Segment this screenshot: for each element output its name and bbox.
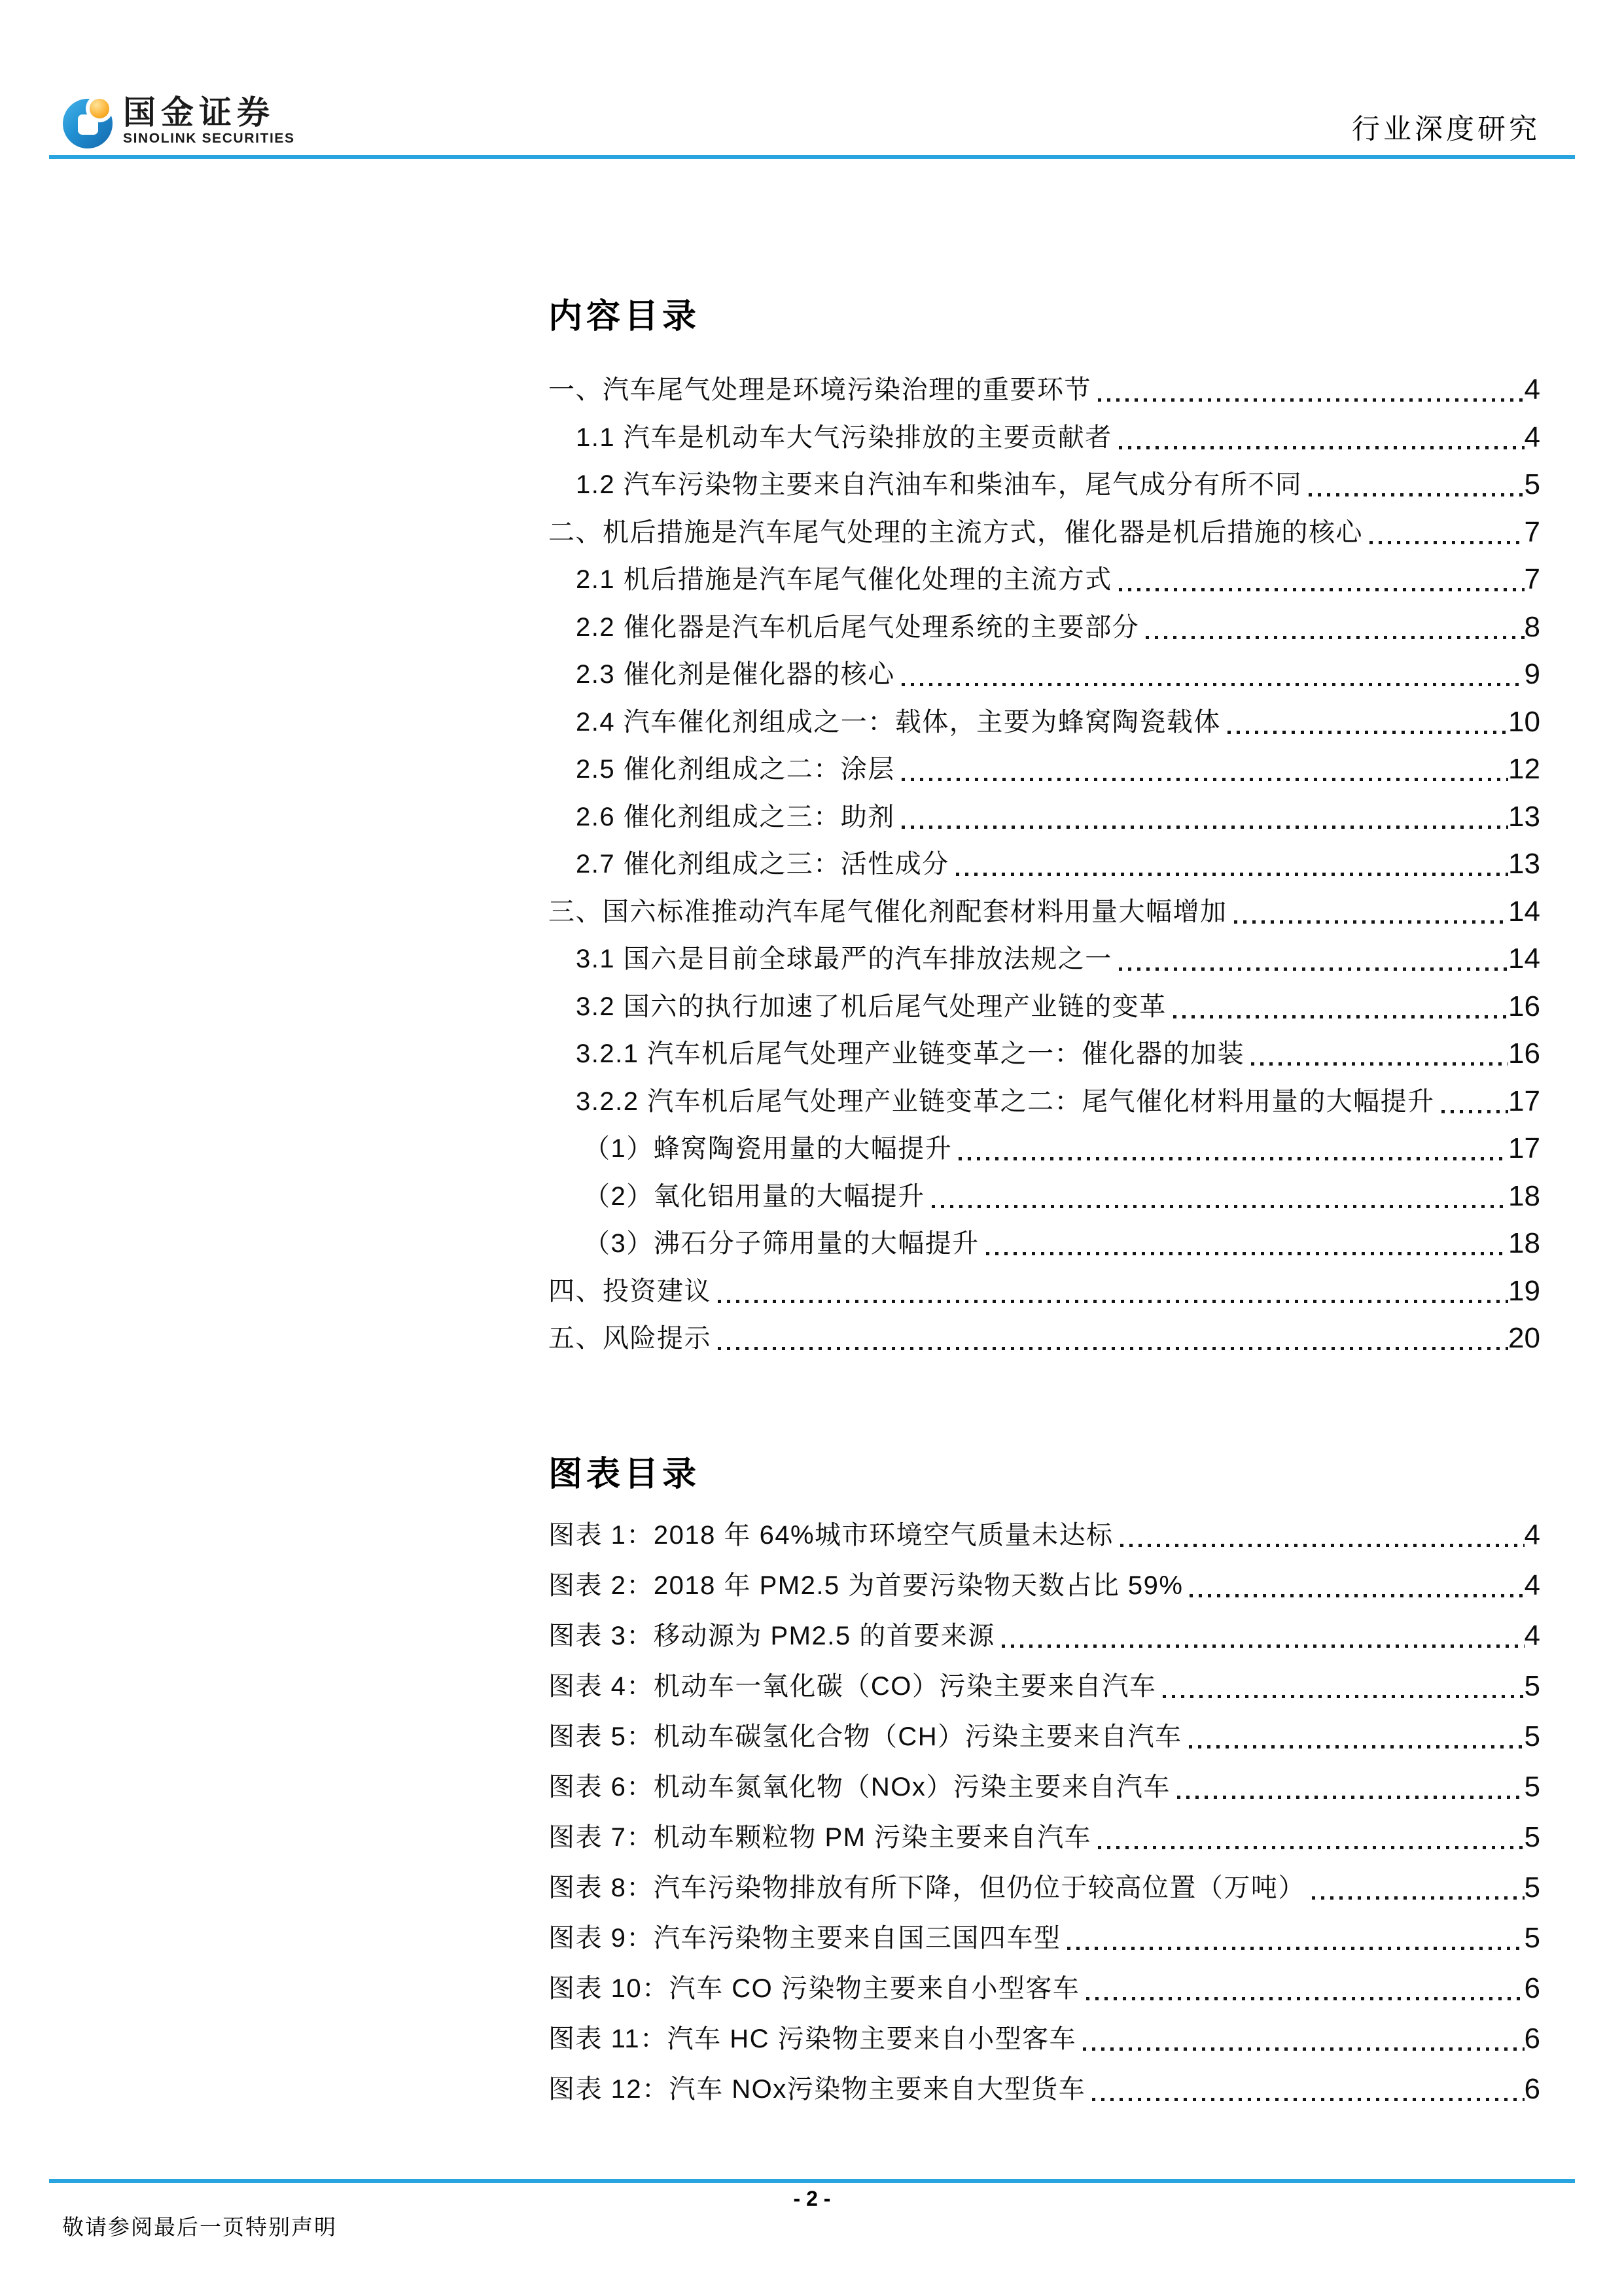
dot-leader <box>1092 2074 1524 2101</box>
page-number: - 2 - <box>793 2187 831 2210</box>
figure-entry[interactable] <box>548 1771 1540 1822</box>
figure-entry[interactable] <box>548 1721 1540 1771</box>
toc-entry-label: 1.1 汽车是机动车大气污染排放的主要贡献者 <box>576 423 1112 452</box>
dot-leader <box>718 1276 1508 1303</box>
figure-entry-page: 6 <box>1524 2022 1540 2055</box>
figure-entry[interactable] <box>548 1973 1540 2023</box>
figure-entry-label: 图表 11：汽车 HC 污染物主要来自小型客车 <box>548 2024 1077 2053</box>
toc-entry[interactable] <box>548 1276 1540 1323</box>
toc-entry-page: 20 <box>1508 1322 1540 1354</box>
dot-leader <box>902 754 1508 781</box>
figure-entry-label: 图表 3：移动源为 PM2.5 的首要来源 <box>548 1621 995 1650</box>
figure-entry-label: 图表 7：机动车颗粒物 PM 污染主要来自汽车 <box>548 1822 1092 1852</box>
figure-entry[interactable] <box>548 2074 1540 2124</box>
figure-entry[interactable] <box>548 1922 1540 1973</box>
toc-entry[interactable] <box>548 801 1540 849</box>
toc-entry-label: 四、投资建议 <box>548 1276 711 1306</box>
brand-name-en: SINOLINK SECURITIES <box>123 131 295 146</box>
toc-entry-label: （2）氧化铝用量的大幅提升 <box>584 1181 925 1211</box>
dot-leader <box>718 1323 1508 1350</box>
dot-leader <box>1098 1822 1524 1849</box>
toc-entry-label: （3）沸石分子筛用量的大幅提升 <box>584 1229 980 1258</box>
figure-entry[interactable] <box>548 1822 1540 1872</box>
figure-entry-label: 图表 9：汽车污染物主要来自国三国四车型 <box>548 1923 1061 1953</box>
dot-leader <box>1227 706 1508 734</box>
toc-entry-label: 2.6 催化剂组成之三：助剂 <box>576 802 895 831</box>
dot-leader <box>1120 1520 1525 1547</box>
toc-entry-label: 2.7 催化剂组成之三：活性成分 <box>576 850 949 878</box>
toc-entry-page: 16 <box>1508 990 1540 1022</box>
toc-entry[interactable] <box>548 754 1540 801</box>
figure-entry-page: 5 <box>1524 1669 1540 1702</box>
toc-entry[interactable] <box>548 706 1540 754</box>
figure-entry[interactable] <box>548 2023 1540 2074</box>
toc-entry-label: 2.2 催化器是汽车机后尾气处理系统的主要部分 <box>576 612 1140 642</box>
toc-entry[interactable] <box>548 374 1540 422</box>
toc-entry-label: 二、机后措施是汽车尾气处理的主流方式，催化器是机后措施的核心 <box>548 517 1363 547</box>
dot-leader <box>1086 1973 1524 2000</box>
toc-entry[interactable] <box>548 612 1540 659</box>
dot-leader <box>1190 1570 1524 1597</box>
toc-entry-page: 19 <box>1508 1274 1540 1307</box>
dot-leader <box>902 801 1508 829</box>
dot-leader <box>1002 1620 1525 1648</box>
report-category-label: 行业深度研究 <box>1352 114 1540 145</box>
figure-entry-page: 4 <box>1524 1619 1540 1652</box>
toc-entry[interactable] <box>548 564 1540 612</box>
dot-leader <box>1441 1086 1508 1113</box>
toc-entry-label: 3.2 国六的执行加速了机后尾气处理产业链的变革 <box>576 992 1167 1021</box>
logo-orange-ball <box>90 99 109 118</box>
footer-disclaimer: 敬请参阅最后一页特别声明 <box>62 2216 337 2240</box>
figure-entry-label: 图表 5：机动车碳氢化合物（CH）污染主要来自汽车 <box>548 1722 1182 1751</box>
toc-entry[interactable] <box>548 422 1540 470</box>
toc-entry-page: 10 <box>1508 705 1540 738</box>
dot-leader <box>1251 1038 1508 1066</box>
figure-entry-label: 图表 8：汽车污染物排放有所下降，但仍位于较高位置（万吨） <box>548 1873 1305 1902</box>
figure-entry-page: 6 <box>1524 1972 1540 2004</box>
figure-entry-label: 图表 12：汽车 NOx污染物主要来自大型货车 <box>548 2074 1086 2104</box>
toc-entry-page: 5 <box>1524 468 1540 500</box>
toc-entry-label: 2.4 汽车催化剂组成之一：载体，主要为蜂窝陶瓷载体 <box>576 707 1221 737</box>
dot-leader <box>1312 1872 1525 1900</box>
toc-entry-page: 7 <box>1524 515 1540 548</box>
dot-leader <box>902 659 1525 686</box>
toc-entry[interactable] <box>548 1038 1540 1086</box>
figure-entry-label: 图表 10：汽车 CO 污染物主要来自小型客车 <box>548 1974 1080 2003</box>
toc-entry-label: 五、风险提示 <box>548 1324 711 1353</box>
dot-leader <box>1119 943 1508 971</box>
toc-entry-page: 18 <box>1508 1227 1540 1259</box>
figure-entry[interactable] <box>548 1620 1540 1671</box>
toc-entry-label: （1）蜂窝陶瓷用量的大幅提升 <box>584 1134 953 1163</box>
dot-leader <box>1067 1922 1524 1950</box>
toc-entry-page: 17 <box>1508 1085 1540 1117</box>
header-divider <box>49 155 1575 159</box>
sinolink-logo-icon <box>63 99 113 148</box>
toc-entry[interactable] <box>548 848 1540 896</box>
toc-entry[interactable] <box>548 659 1540 706</box>
toc-entry[interactable] <box>548 517 1540 565</box>
dot-leader <box>986 1228 1508 1255</box>
dot-leader <box>1369 517 1525 544</box>
toc-list <box>548 374 1540 1370</box>
dot-leader <box>1173 991 1508 1018</box>
figure-entry-page: 5 <box>1524 1720 1540 1752</box>
toc-entry-page: 14 <box>1508 943 1540 975</box>
toc-entry-label: 3.2.1 汽车机后尾气处理产业链变革之一：催化器的加装 <box>576 1039 1245 1068</box>
figure-entry-page: 5 <box>1524 1871 1540 1904</box>
toc-entry[interactable] <box>548 896 1540 944</box>
figure-entry[interactable] <box>548 1872 1540 1922</box>
dot-leader <box>932 1181 1508 1208</box>
toc-entry-page: 8 <box>1524 610 1540 643</box>
dot-leader <box>956 848 1508 876</box>
figure-entry-page: 5 <box>1524 1820 1540 1853</box>
figure-entry-label: 图表 4：机动车一氧化碳（CO）污染主要来自汽车 <box>548 1671 1157 1701</box>
toc-entry-page: 13 <box>1508 800 1540 833</box>
dot-leader <box>1098 374 1525 402</box>
dot-leader <box>1177 1771 1525 1799</box>
dot-leader <box>1119 564 1525 591</box>
toc-entry[interactable] <box>548 469 1540 517</box>
figure-entry[interactable] <box>548 1520 1540 1570</box>
toc-entry-page: 18 <box>1508 1179 1540 1212</box>
toc-entry[interactable] <box>548 1228 1540 1276</box>
dot-leader <box>959 1133 1508 1160</box>
toc-entry[interactable] <box>548 1323 1540 1370</box>
toc-entry-label: 3.2.2 汽车机后尾气处理产业链变革之二：尾气催化材料用量的大幅提升 <box>576 1087 1435 1116</box>
brand-name-cn: 国金证券 <box>123 94 275 131</box>
figure-entry-page: 4 <box>1524 1518 1540 1551</box>
toc-entry-label: 2.3 催化剂是催化器的核心 <box>576 660 895 689</box>
figure-entry-label: 图表 1：2018 年 64%城市环境空气质量未达标 <box>548 1520 1114 1550</box>
toc-entry[interactable] <box>548 1181 1540 1228</box>
figure-entry-page: 4 <box>1524 1569 1540 1601</box>
toc-entry-label: 1.2 汽车污染物主要来自汽油车和柴油车，尾气成分有所不同 <box>576 470 1303 499</box>
toc-entry-page: 17 <box>1508 1132 1540 1164</box>
toc-title: 内容目录 <box>548 298 701 336</box>
footer-divider <box>49 2179 1575 2183</box>
toc-entry-label: 2.5 催化剂组成之二：涂层 <box>576 755 895 784</box>
figure-entry-page: 5 <box>1524 1921 1540 1954</box>
toc-entry-label: 三、国六标准推动汽车尾气催化剂配套材料用量大幅增加 <box>548 897 1227 926</box>
brand-block <box>123 96 295 146</box>
figure-entry-page: 5 <box>1524 1770 1540 1803</box>
toc-entry[interactable] <box>548 991 1540 1039</box>
toc-entry-page: 13 <box>1508 848 1540 880</box>
dot-leader <box>1189 1721 1525 1748</box>
toc-entry[interactable] <box>548 943 1540 991</box>
figure-entry-label: 图表 2：2018 年 PM2.5 为首要污染物天数占比 59% <box>548 1571 1184 1600</box>
dot-leader <box>1146 612 1524 639</box>
figure-entry[interactable] <box>548 1570 1540 1620</box>
toc-entry-page: 14 <box>1508 895 1540 928</box>
dot-leader <box>1309 469 1524 496</box>
figure-entry-label: 图表 6：机动车氮氧化物（NOx）污染主要来自汽车 <box>548 1772 1171 1801</box>
dot-leader <box>1083 2023 1524 2051</box>
dot-leader <box>1163 1671 1524 1698</box>
toc-entry[interactable] <box>548 1133 1540 1181</box>
toc-entry-page: 7 <box>1524 563 1540 595</box>
figure-list <box>548 1520 1540 2124</box>
toc-entry-page: 4 <box>1524 421 1540 453</box>
toc-entry-label: 3.1 国六是目前全球最严的汽车排放法规之一 <box>576 945 1112 973</box>
toc-entry-page: 12 <box>1508 753 1540 785</box>
toc-entry[interactable] <box>548 1086 1540 1134</box>
toc-entry-page: 4 <box>1524 374 1540 406</box>
toc-entry-label: 2.1 机后措施是汽车尾气催化处理的主流方式 <box>576 565 1112 594</box>
figure-toc-title: 图表目录 <box>548 1455 701 1493</box>
toc-entry-page: 16 <box>1508 1037 1540 1070</box>
dot-leader <box>1234 896 1509 924</box>
toc-content <box>548 298 1540 2124</box>
figure-entry-page: 6 <box>1524 2072 1540 2105</box>
dot-leader <box>1119 422 1525 449</box>
toc-entry-page: 9 <box>1524 658 1540 690</box>
figure-entry[interactable] <box>548 1671 1540 1721</box>
toc-entry-label: 一、汽车尾气处理是环境污染治理的重要环节 <box>548 375 1091 404</box>
